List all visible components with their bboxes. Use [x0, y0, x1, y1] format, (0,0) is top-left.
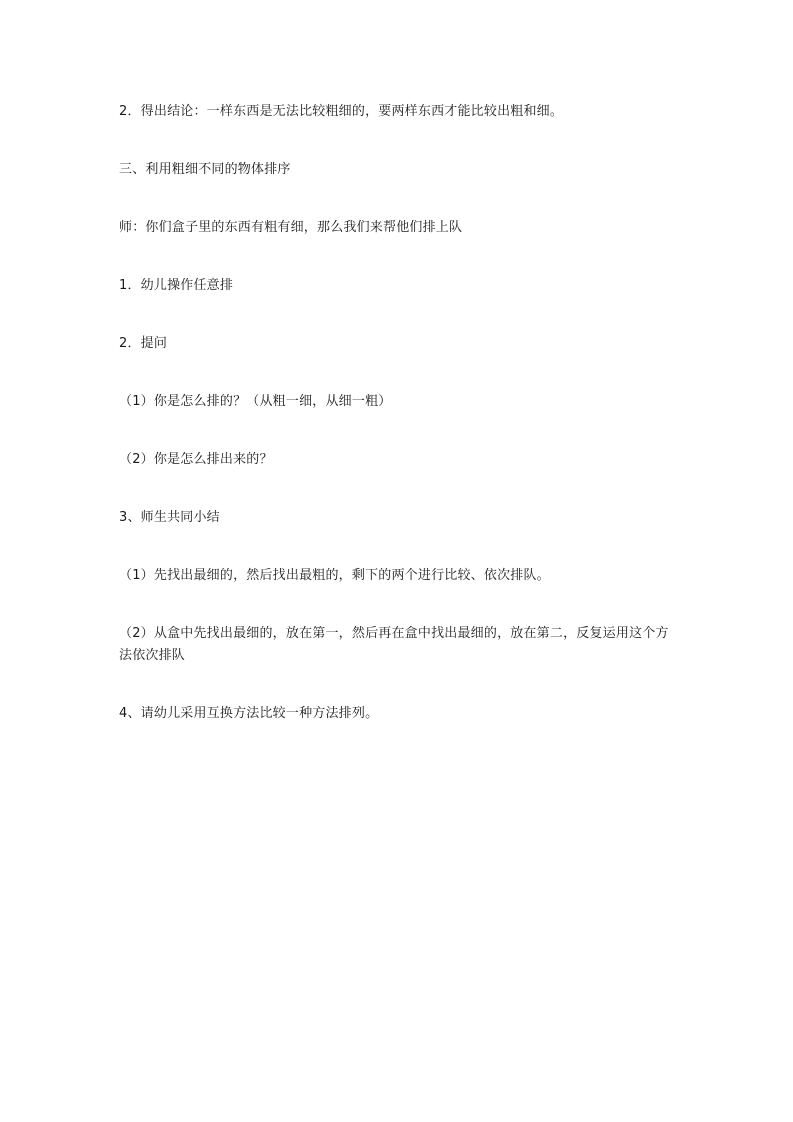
paragraph-gap — [119, 355, 679, 391]
paragraph-gap — [119, 239, 679, 275]
paragraph-question-1: （1）你是怎么排的？（从粗一细，从细一粗） — [119, 394, 392, 409]
paragraph-gap — [119, 471, 679, 507]
paragraph-summary-1: （1）先找出最细的，然后找出最粗的，剩下的两个进行比较、依次排队。 — [119, 568, 550, 583]
paragraph-gap — [119, 587, 679, 623]
paragraph-summary-heading: 3、师生共同小结 — [119, 510, 220, 525]
paragraph-step-4: 4、请幼儿采用互换方法比较一种方法排列。 — [119, 706, 379, 721]
paragraph-gap — [119, 529, 679, 565]
paragraph-gap — [119, 181, 679, 217]
paragraph-question-2: （2）你是怎么排出来的？ — [119, 452, 273, 467]
document-body — [119, 101, 679, 725]
paragraph-gap — [119, 123, 679, 159]
paragraph-gap — [119, 413, 679, 449]
paragraph-gap — [119, 667, 679, 703]
paragraph-conclusion: 2．得出结论：一样东西是无法比较粗细的，要两样东西才能比较出粗和细。 — [119, 104, 564, 119]
paragraph-teacher-intro: 师：你们盒子里的东西有粗有细，那么我们来帮他们排上队 — [119, 220, 463, 235]
paragraph-step-2: 2．提问 — [119, 336, 168, 351]
paragraph-step-1: 1．幼儿操作任意排 — [119, 278, 234, 293]
section-heading-sorting: 三、利用粗细不同的物体排序 — [119, 162, 291, 177]
paragraph-summary-2: （2）从盒中先找出最细的，放在第一，然后再在盒中找出最细的，放在第二，反复运用这个方法依次排队 — [119, 626, 669, 663]
paragraph-gap — [119, 297, 679, 333]
